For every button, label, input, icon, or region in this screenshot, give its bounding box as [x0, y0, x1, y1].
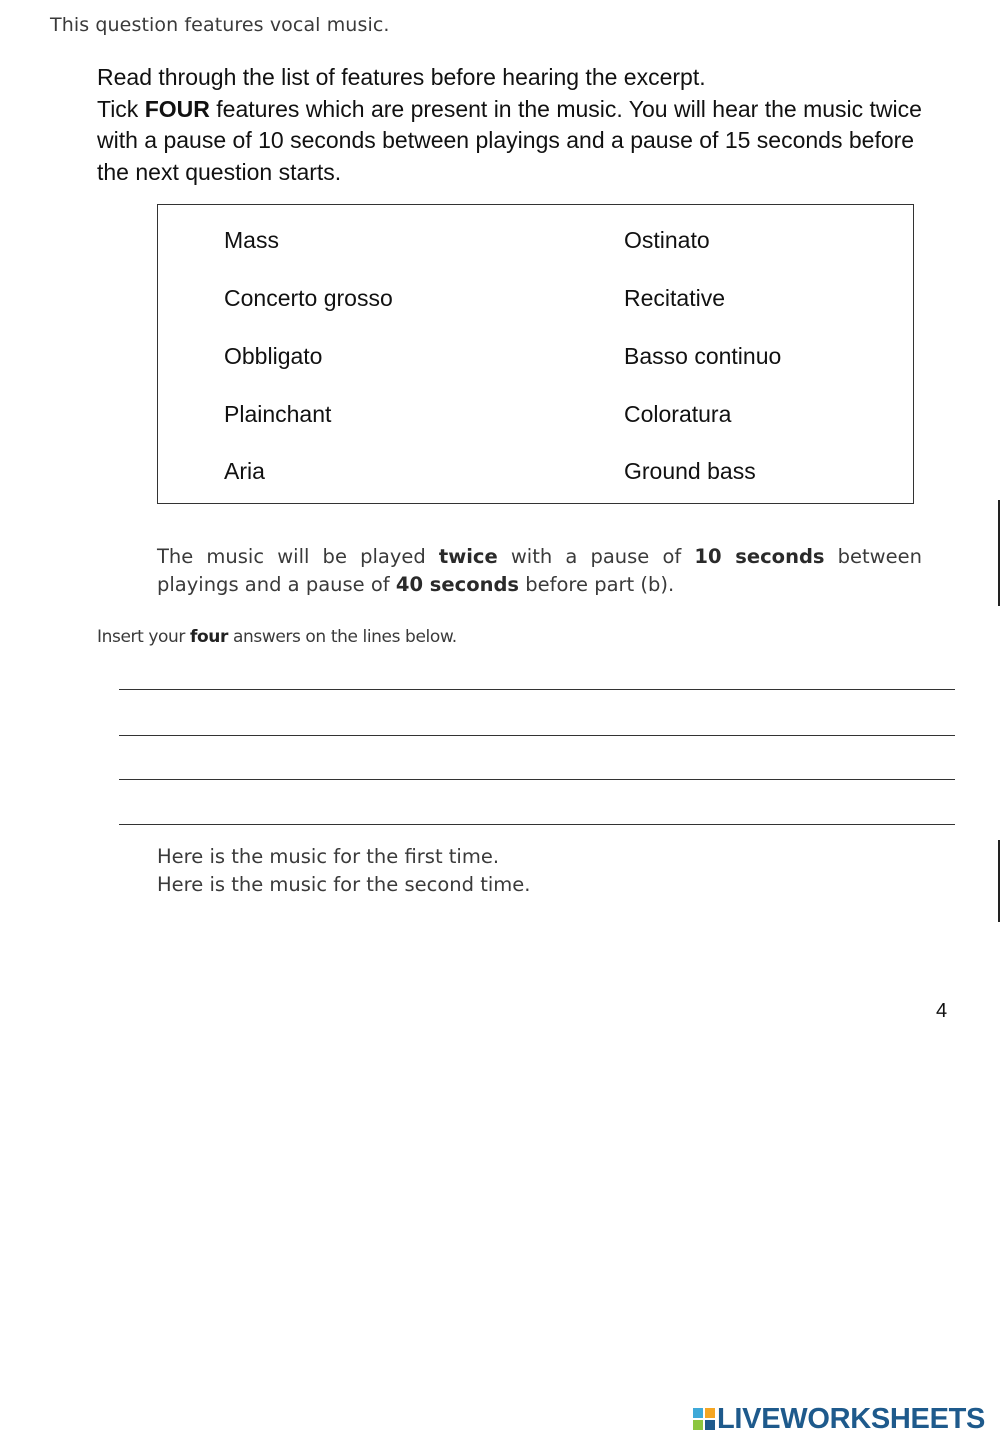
closing-line2: Here is the music for the second time. [157, 873, 531, 896]
features-box [157, 204, 914, 504]
closing-line1: Here is the music for the first time. [157, 845, 500, 868]
liveworksheets-logo [693, 1402, 985, 1436]
intro-text: This question features vocal music. [50, 14, 390, 36]
playing-note [157, 543, 922, 599]
answer-line[interactable] [119, 735, 955, 736]
feature-option[interactable]: Obbligato [224, 343, 323, 369]
closing-text [157, 843, 530, 899]
note-bold: 10 seconds [694, 545, 825, 568]
instructions-line1: Read through the list of features before hearing the excerpt. [97, 64, 706, 90]
note-text: between playings and a pause of [157, 545, 922, 596]
insert-instruction [97, 627, 457, 647]
answer-line[interactable] [119, 824, 955, 825]
insert-bold: four [190, 627, 228, 647]
note-bold: twice [438, 545, 498, 568]
feature-option[interactable]: Coloratura [624, 401, 732, 427]
logo-text: LIVEWORKSHEETS [717, 1402, 986, 1435]
note-text: with a pause of [497, 545, 695, 568]
note-text: The music will be played [157, 545, 439, 568]
liveworksheets-logo-icon [693, 1408, 715, 1430]
answer-line[interactable] [119, 779, 955, 780]
insert-text: answers on the lines below. [227, 627, 457, 647]
answer-line[interactable] [119, 689, 955, 690]
feature-option[interactable]: Ostinato [624, 227, 710, 253]
tick-suffix: features which are present in the music. You will hear the music twice with a pause of 10 seconds between playings and a pause of 15 seconds before the next question starts. [97, 95, 922, 185]
feature-option[interactable]: Ground bass [624, 458, 756, 484]
insert-text: Insert your [97, 627, 190, 647]
feature-option[interactable]: Recitative [624, 285, 725, 311]
note-text: before part (b). [519, 573, 675, 596]
feature-option[interactable]: Concerto grosso [224, 285, 393, 311]
tick-bold: FOUR [144, 95, 210, 122]
note-bold: 40 seconds [395, 573, 520, 596]
page-number: 4 [936, 1000, 948, 1022]
tick-prefix: Tick [97, 95, 145, 122]
feature-option[interactable]: Mass [224, 227, 279, 253]
feature-option[interactable]: Plainchant [224, 401, 332, 427]
feature-option[interactable]: Basso continuo [624, 343, 782, 369]
instructions [97, 62, 937, 188]
feature-option[interactable]: Aria [224, 458, 265, 484]
instructions-tick [97, 94, 937, 189]
